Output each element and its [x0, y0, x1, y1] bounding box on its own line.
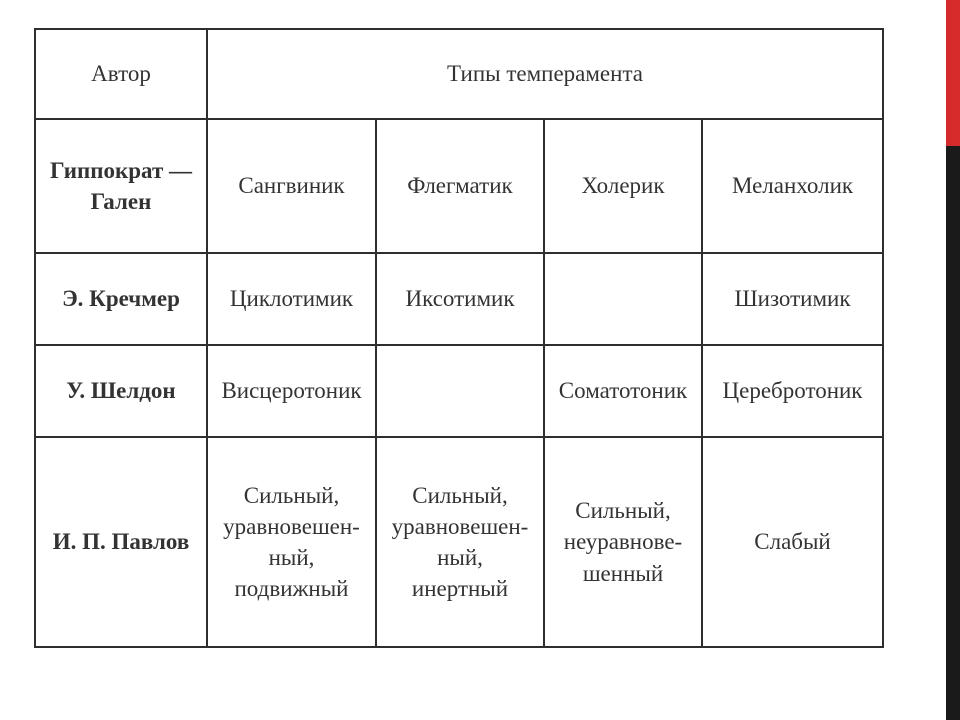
accent-bar-red	[946, 0, 960, 146]
header-temperament-types: Типы темперамента	[207, 29, 883, 119]
table-cell: Иксотимик	[376, 253, 544, 345]
table-cell: Сильный, уравновешен- ный, подвижный	[207, 437, 376, 647]
table-cell: Холерик	[544, 119, 702, 253]
table-cell: Сильный, уравновешен- ный, инертный	[376, 437, 544, 647]
table-cell	[376, 345, 544, 437]
table-cell: Соматотоник	[544, 345, 702, 437]
accent-bar-dark	[946, 146, 960, 720]
table-cell: Меланхолик	[702, 119, 883, 253]
table-cell: Шизотимик	[702, 253, 883, 345]
table-header-row	[35, 29, 883, 119]
table-row	[35, 119, 883, 253]
table-row	[35, 437, 883, 647]
temperament-table	[34, 28, 884, 648]
table-row	[35, 253, 883, 345]
row-author: Гиппократ — Гален	[35, 119, 207, 253]
row-author: И. П. Павлов	[35, 437, 207, 647]
table-cell: Висцеротоник	[207, 345, 376, 437]
table-cell: Сильный, неуравнове- шенный	[544, 437, 702, 647]
table-cell: Флегматик	[376, 119, 544, 253]
header-author: Автор	[35, 29, 207, 119]
table-cell: Циклотимик	[207, 253, 376, 345]
table-cell: Слабый	[702, 437, 883, 647]
table-cell	[544, 253, 702, 345]
table-cell: Сангвиник	[207, 119, 376, 253]
table-cell: Церебротоник	[702, 345, 883, 437]
table-row	[35, 345, 883, 437]
row-author: У. Шелдон	[35, 345, 207, 437]
row-author: Э. Кречмер	[35, 253, 207, 345]
